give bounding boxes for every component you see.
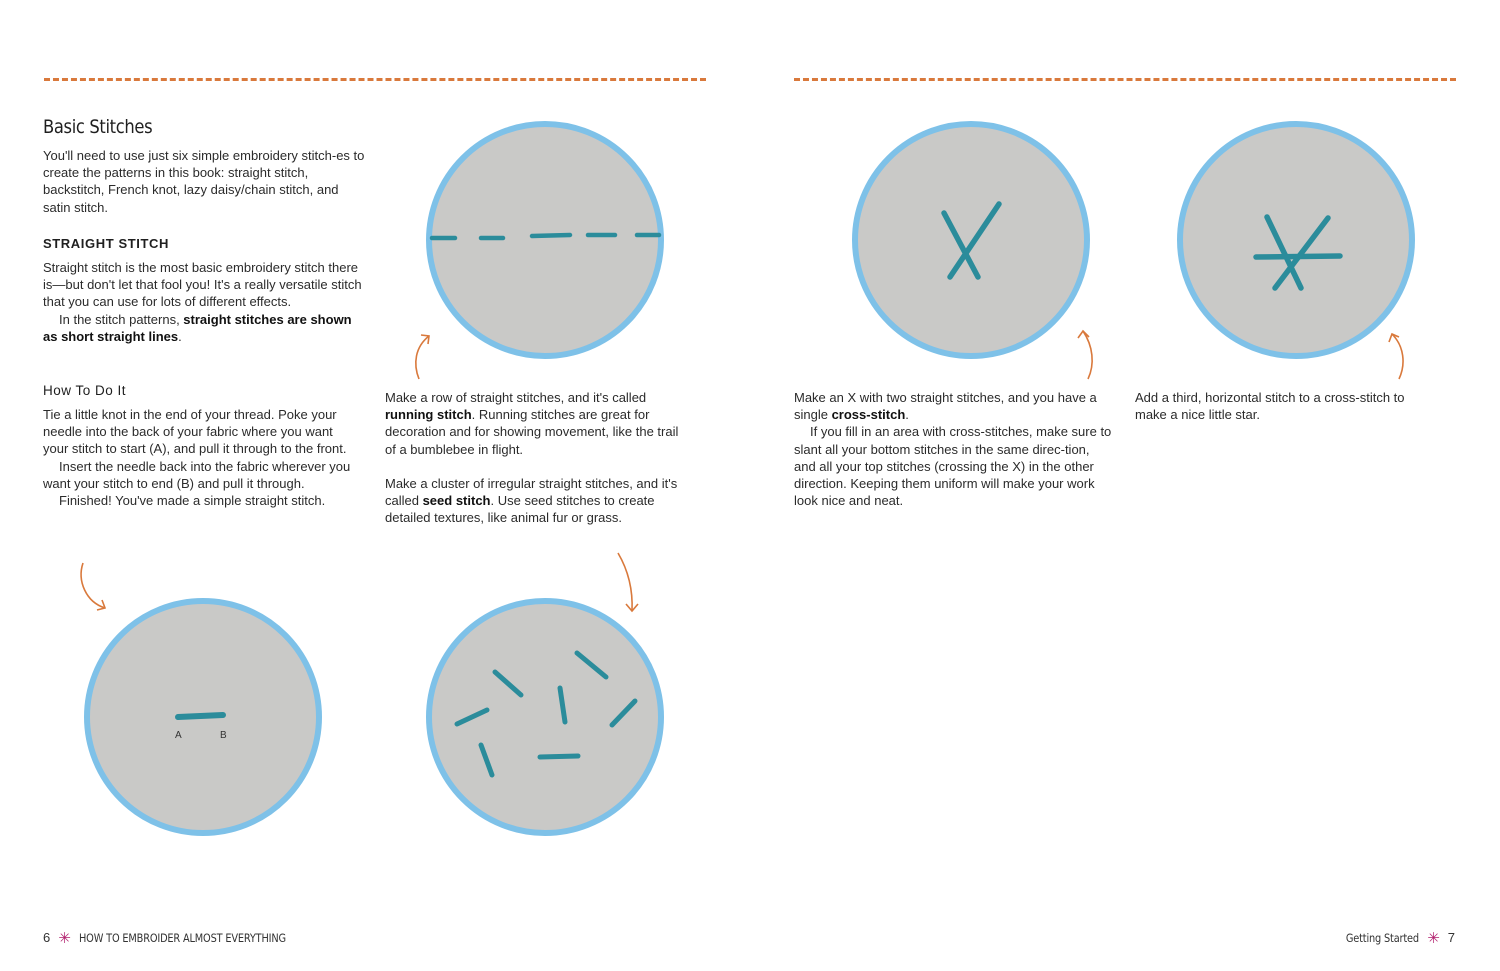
running-stitch-caption: Make a row of straight stitches, and it's called running stitch. Running stitches are great for decoration and for showing movement, like the trail of a bumblebee in flight. bbox=[385, 390, 679, 457]
running-seed-captions bbox=[385, 389, 690, 527]
straight-stitch-description: Straight stitch is the most basic embroidery stitch there is—but don't let that fool you! It's a really versatile stitch that you can use for lots of different effects. In the stitch patterns, straight stitches are shown as short straight lines. bbox=[43, 260, 362, 344]
right-running-head: Getting Started bbox=[1346, 931, 1420, 945]
cross-stitch-hoop-image bbox=[851, 120, 1091, 360]
stitch-point-a-label: A bbox=[175, 730, 182, 741]
asterisk-ornament-icon: ✳ bbox=[1427, 930, 1440, 947]
left-page-footer bbox=[43, 928, 322, 946]
arrow-to-straight-hoop-icon bbox=[74, 560, 110, 614]
intro-paragraph: You'll need to use just six simple embroidery stitch-es to create the patterns in this book: straight stitch, backstitch, French knot, lazy daisy/chain stitch, and satin stitch. bbox=[43, 148, 365, 215]
arrow-to-running-hoop-icon bbox=[405, 330, 435, 382]
star-stitch-hoop-image bbox=[1176, 120, 1416, 360]
right-page-number: 7 bbox=[1447, 930, 1455, 945]
page-title: Basic Stitches bbox=[43, 116, 153, 138]
straight-stitch-hoop-image bbox=[83, 597, 323, 837]
star-stitch-caption: Add a third, horizontal stitch to a cross-stitch to make a nice little star. bbox=[1135, 390, 1405, 423]
how-to-instructions: Tie a little knot in the end of your thread. Poke your needle into the back of your fabric where you want your stitch to start (A), and pull it through to the front. Insert the needle back into the fabric wherever you want your stitch to end (B) and pull it through. Finished! You've made a simple straight stitch. bbox=[43, 407, 351, 509]
seed-stitch-hoop-image bbox=[425, 597, 665, 837]
how-to-heading: How To Do It bbox=[43, 383, 127, 398]
straight-stitch-heading: STRAIGHT STITCH bbox=[43, 236, 169, 251]
dashed-divider-left bbox=[44, 78, 706, 81]
running-stitch-hoop-image bbox=[425, 120, 665, 360]
arrow-to-seed-hoop-icon bbox=[612, 550, 642, 614]
arrow-to-star-hoop-icon bbox=[1386, 326, 1410, 382]
left-running-head: HOW TO EMBROIDER ALMOST EVERYTHING bbox=[78, 931, 286, 945]
left-page-number: 6 bbox=[43, 930, 51, 945]
seed-stitch-caption: Make a cluster of irregular straight stitches, and it's called seed stitch. Use seed stitches to create detailed textures, like animal fur or grass. bbox=[385, 476, 678, 526]
stitch-point-b-label: B bbox=[220, 730, 227, 741]
emphasis-text: straight stitches are shown as short straight lines bbox=[43, 311, 352, 344]
dashed-divider-right bbox=[794, 78, 1456, 81]
cross-stitch-caption: Make an X with two straight stitches, and you have a single cross-stitch. If you fill in an area with cross-stitches, make sure to slant all your bottom stitches in the same direc-tion, and all your top stitches (crossing the X) in the other direction. Keeping them uniform will make your work look nice and neat. bbox=[794, 390, 1112, 509]
right-page-footer bbox=[1333, 928, 1455, 946]
asterisk-ornament-icon: ✳ bbox=[58, 930, 71, 947]
arrow-to-cross-hoop-icon bbox=[1074, 326, 1098, 382]
